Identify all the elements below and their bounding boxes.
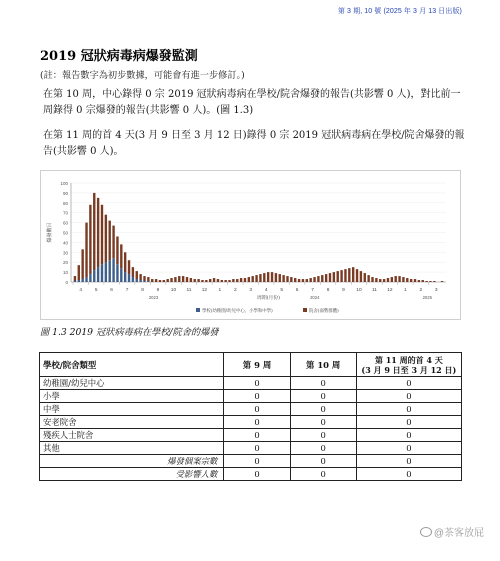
col-header-type: 學校/院舍類型 — [40, 353, 224, 377]
x-tick-label: 7 — [125, 288, 129, 293]
y-tick-label: 40 — [62, 240, 68, 246]
bar-school — [105, 262, 107, 282]
bar-institution — [344, 269, 346, 282]
bar-institution — [166, 279, 168, 282]
col-header-week-9: 第 9 周 — [224, 353, 290, 377]
bar-institution — [406, 278, 408, 282]
paragraph-week-11: 在第 11 周的首 4 天(3 月 9 日至 3 月 12 日)錄得 0 宗 2019 冠狀病毒病在學校/院舍爆發的報告(共影響 0 人)。 — [43, 130, 465, 157]
bar-school — [128, 274, 130, 282]
cell-week-11: 0 — [356, 442, 461, 455]
bar-institution — [391, 277, 393, 282]
x-tick-label: 2 — [233, 288, 237, 293]
x-tick-label: 1 — [404, 288, 407, 293]
bar-institution — [244, 278, 246, 282]
bar-institution — [85, 223, 87, 277]
x-tick-label: 3 — [249, 288, 253, 293]
bar-school — [101, 264, 103, 282]
bar-institution — [364, 273, 366, 282]
x-tick-label: 12 — [387, 288, 393, 293]
cell-week-11: 0 — [356, 468, 461, 481]
bar-institution — [112, 226, 114, 259]
bar-institution — [143, 276, 145, 281]
x-tick-label: 6 — [110, 288, 113, 293]
bar-school — [132, 277, 134, 282]
bar-school — [139, 280, 141, 282]
bar-school — [143, 281, 145, 282]
bar-institution — [337, 271, 339, 282]
bar-institution — [286, 276, 288, 282]
bar-institution — [101, 205, 103, 264]
bar-institution — [116, 236, 118, 264]
bar-institution — [170, 278, 172, 282]
y-tick-label: 100 — [60, 181, 68, 186]
y-tick-label: 70 — [62, 210, 68, 216]
cell-week-9: 0 — [224, 442, 290, 455]
bar-institution — [371, 277, 373, 282]
col-header-week-11-line1: 第 11 周的首 4 天 — [374, 354, 443, 365]
bar-institution — [367, 275, 369, 282]
bar-school — [85, 277, 87, 282]
bar-institution — [163, 280, 165, 282]
bar-institution — [329, 273, 331, 282]
bar-institution — [139, 274, 141, 280]
bar-institution — [394, 276, 396, 282]
row-label: 中學 — [40, 403, 224, 416]
bar-institution — [275, 273, 277, 282]
bar-school — [109, 260, 111, 282]
x-tick-label: 7 — [311, 288, 314, 293]
bar-institution — [155, 279, 157, 282]
bar-school — [93, 270, 95, 282]
watermark-text: @茶客放屁 — [433, 528, 484, 539]
row-label: 殘疾人士院舍 — [40, 429, 224, 442]
cell-week-10: 0 — [290, 455, 356, 468]
bar-institution — [201, 280, 203, 282]
legend-swatch — [196, 308, 200, 312]
bar-school — [97, 267, 99, 282]
bar-institution — [186, 277, 188, 282]
bar-school — [136, 279, 138, 282]
year-label: 2025 — [422, 295, 432, 300]
bar-institution — [302, 279, 304, 282]
bar-institution — [441, 281, 443, 282]
bar-institution — [398, 276, 400, 282]
bar-school — [89, 274, 91, 282]
cell-week-11: 0 — [356, 377, 461, 390]
col-header-week-11 — [356, 353, 461, 377]
bar-school — [81, 279, 83, 282]
y-axis-label: 爆發數目 — [47, 222, 53, 243]
table-row — [40, 403, 462, 416]
bar-institution — [109, 221, 111, 261]
bar-institution — [271, 272, 273, 282]
bar-institution — [348, 268, 350, 282]
bar-institution — [194, 279, 196, 282]
bar-institution — [410, 279, 412, 282]
bar-institution — [205, 280, 207, 282]
legend-swatch — [303, 308, 307, 312]
bar-institution — [298, 279, 300, 282]
cell-week-9: 0 — [224, 455, 290, 468]
outbreak-chart — [40, 170, 461, 320]
total-label-affected: 受影響人數 — [40, 468, 224, 481]
bar-institution — [74, 276, 76, 281]
cell-week-10: 0 — [290, 468, 356, 481]
bar-institution — [425, 281, 427, 282]
x-tick-label: 10 — [356, 288, 362, 293]
y-tick-label: 60 — [62, 220, 68, 226]
issue-header: 第 3 期, 10 號 (2025 年 3 月 13 日出版) — [337, 8, 462, 15]
row-label: 安老院舍 — [40, 416, 224, 429]
x-axis-label: 周期(月份) — [257, 296, 280, 301]
bar-school — [116, 264, 118, 282]
watermark — [420, 524, 484, 539]
table-row — [40, 442, 462, 455]
bar-institution — [81, 249, 83, 279]
x-tick-label: 5 — [280, 288, 284, 293]
bar-institution — [321, 275, 323, 282]
table-row — [40, 429, 462, 442]
cell-week-10: 0 — [290, 403, 356, 416]
bar-institution — [279, 274, 281, 282]
x-tick-label: 1 — [218, 288, 222, 293]
x-tick-label: 8 — [326, 288, 330, 293]
x-tick-label: 9 — [342, 288, 345, 293]
bar-institution — [182, 276, 184, 282]
x-tick-label: 8 — [141, 288, 144, 293]
cell-week-9: 0 — [224, 390, 290, 403]
bar-institution — [190, 278, 192, 282]
cell-week-9: 0 — [224, 403, 290, 416]
bar-institution — [248, 277, 250, 282]
cell-week-10: 0 — [290, 377, 356, 390]
x-tick-label: 4 — [264, 288, 268, 293]
table-row — [40, 390, 462, 403]
y-tick-label: 10 — [62, 270, 68, 276]
y-tick-label: 90 — [62, 190, 68, 196]
provisional-note: (註：報告數字為初步數據，可能會有進一步修訂。) — [40, 70, 245, 81]
bar-institution — [147, 277, 149, 281]
bar-institution — [178, 276, 180, 282]
bar-institution — [290, 277, 292, 282]
total-label-outbreaks: 爆發個案宗數 — [40, 455, 224, 468]
bar-institution — [124, 252, 126, 272]
bar-institution — [209, 279, 211, 282]
outbreak-chart-svg — [41, 171, 462, 321]
bar-institution — [224, 280, 226, 282]
bar-institution — [217, 279, 219, 282]
bar-school — [124, 272, 126, 282]
bar-institution — [232, 279, 234, 282]
bar-institution — [325, 274, 327, 282]
cell-week-10: 0 — [290, 429, 356, 442]
bar-institution — [414, 279, 416, 282]
cell-week-9: 0 — [224, 416, 290, 429]
bar-institution — [78, 265, 80, 280]
cell-week-9: 0 — [224, 377, 290, 390]
bar-institution — [429, 281, 431, 282]
x-tick-label: 4 — [79, 288, 83, 293]
cell-week-11: 0 — [356, 390, 461, 403]
bar-institution — [383, 279, 385, 282]
bar-institution — [387, 278, 389, 282]
bar-institution — [340, 270, 342, 282]
bar-institution — [128, 260, 130, 274]
bar-institution — [228, 280, 230, 282]
bar-institution — [197, 279, 199, 282]
bar-institution — [252, 276, 254, 282]
table-total-row — [40, 455, 462, 468]
bar-institution — [132, 267, 134, 277]
cell-week-10: 0 — [290, 390, 356, 403]
row-label: 其他 — [40, 442, 224, 455]
bar-institution — [259, 274, 261, 282]
y-tick-label: 80 — [62, 200, 68, 206]
bar-institution — [240, 278, 242, 282]
bar-institution — [120, 244, 122, 268]
bar-institution — [352, 267, 354, 282]
x-tick-label: 9 — [156, 288, 160, 293]
cell-week-11: 0 — [356, 429, 461, 442]
bar-institution — [282, 275, 284, 282]
bar-institution — [93, 193, 95, 270]
bar-institution — [418, 280, 420, 282]
legend-label: 學校(幼稚園/幼兒中心、小學和中學) — [202, 309, 273, 314]
bar-institution — [402, 277, 404, 282]
bar-institution — [97, 198, 99, 267]
bar-institution — [221, 280, 223, 282]
table-total-row — [40, 468, 462, 481]
bar-school — [147, 281, 149, 282]
x-tick-label: 10 — [170, 288, 177, 293]
weibo-icon — [420, 527, 432, 537]
table-header-row — [40, 353, 462, 377]
table-row — [40, 377, 462, 390]
bar-institution — [422, 280, 424, 282]
bar-institution — [255, 275, 257, 282]
x-tick-label: 11 — [371, 288, 377, 293]
bar-institution — [105, 215, 107, 263]
section-title: 2019 冠狀病毒病爆發監測 — [40, 49, 198, 64]
bar-institution — [333, 272, 335, 282]
bar-institution — [317, 276, 319, 282]
year-label: 2024 — [310, 295, 320, 300]
y-tick-label: 20 — [62, 260, 68, 266]
bar-institution — [433, 281, 435, 282]
bar-school — [112, 258, 114, 282]
legend-label: 院舍(弱勢群體) — [309, 309, 339, 314]
x-tick-label: 3 — [434, 288, 438, 293]
bar-institution — [313, 277, 315, 282]
bar-institution — [263, 273, 265, 282]
cell-week-10: 0 — [290, 416, 356, 429]
x-tick-label: 2 — [419, 288, 423, 293]
bar-institution — [356, 269, 358, 282]
y-tick-label: 30 — [62, 250, 68, 256]
y-tick-label: 50 — [62, 230, 68, 236]
bar-institution — [267, 272, 269, 282]
bar-institution — [89, 205, 91, 274]
x-tick-label: 6 — [295, 288, 299, 293]
col-header-week-11-line2: (3 月 9 日至 3 月 12 日) — [361, 364, 457, 375]
cell-week-11: 0 — [356, 455, 461, 468]
cell-week-11: 0 — [356, 416, 461, 429]
bar-school — [74, 281, 76, 282]
cell-week-11: 0 — [356, 403, 461, 416]
bar-institution — [174, 277, 176, 282]
bar-institution — [136, 271, 138, 279]
paragraph-week-10: 在第 10 周，中心錄得 0 宗 2019 冠狀病毒病在學校/院舍爆發的報告(共影響 0 人)，對比前一周錄得 0 宗爆發的報告(共影響 0 人)。(圖 1.3) — [43, 89, 461, 116]
bar-institution — [151, 279, 153, 282]
cell-week-9: 0 — [224, 468, 290, 481]
bar-school — [120, 268, 122, 282]
bar-institution — [213, 278, 215, 282]
x-tick-label: 11 — [186, 288, 192, 293]
table-row — [40, 416, 462, 429]
figure-caption: 圖 1.3 2019 冠狀病毒病在學校/院舍的爆發 — [40, 327, 219, 338]
bar-institution — [294, 278, 296, 282]
year-label: 2023 — [148, 295, 159, 300]
bar-institution — [306, 279, 308, 282]
cell-week-10: 0 — [290, 442, 356, 455]
row-label: 小學 — [40, 390, 224, 403]
bar-school — [78, 280, 80, 282]
x-tick-label: 12 — [201, 288, 208, 293]
bar-institution — [379, 279, 381, 282]
bar-institution — [159, 280, 161, 282]
bar-institution — [375, 278, 377, 282]
y-tick-label: 0 — [65, 280, 68, 285]
bar-institution — [309, 278, 311, 282]
outbreak-table — [39, 352, 462, 481]
bar-institution — [236, 279, 238, 282]
x-tick-label: 5 — [94, 288, 98, 293]
bar-institution — [360, 271, 362, 282]
cell-week-9: 0 — [224, 429, 290, 442]
row-label: 幼稚園/幼兒中心 — [40, 377, 224, 390]
col-header-week-10: 第 10 周 — [290, 353, 356, 377]
